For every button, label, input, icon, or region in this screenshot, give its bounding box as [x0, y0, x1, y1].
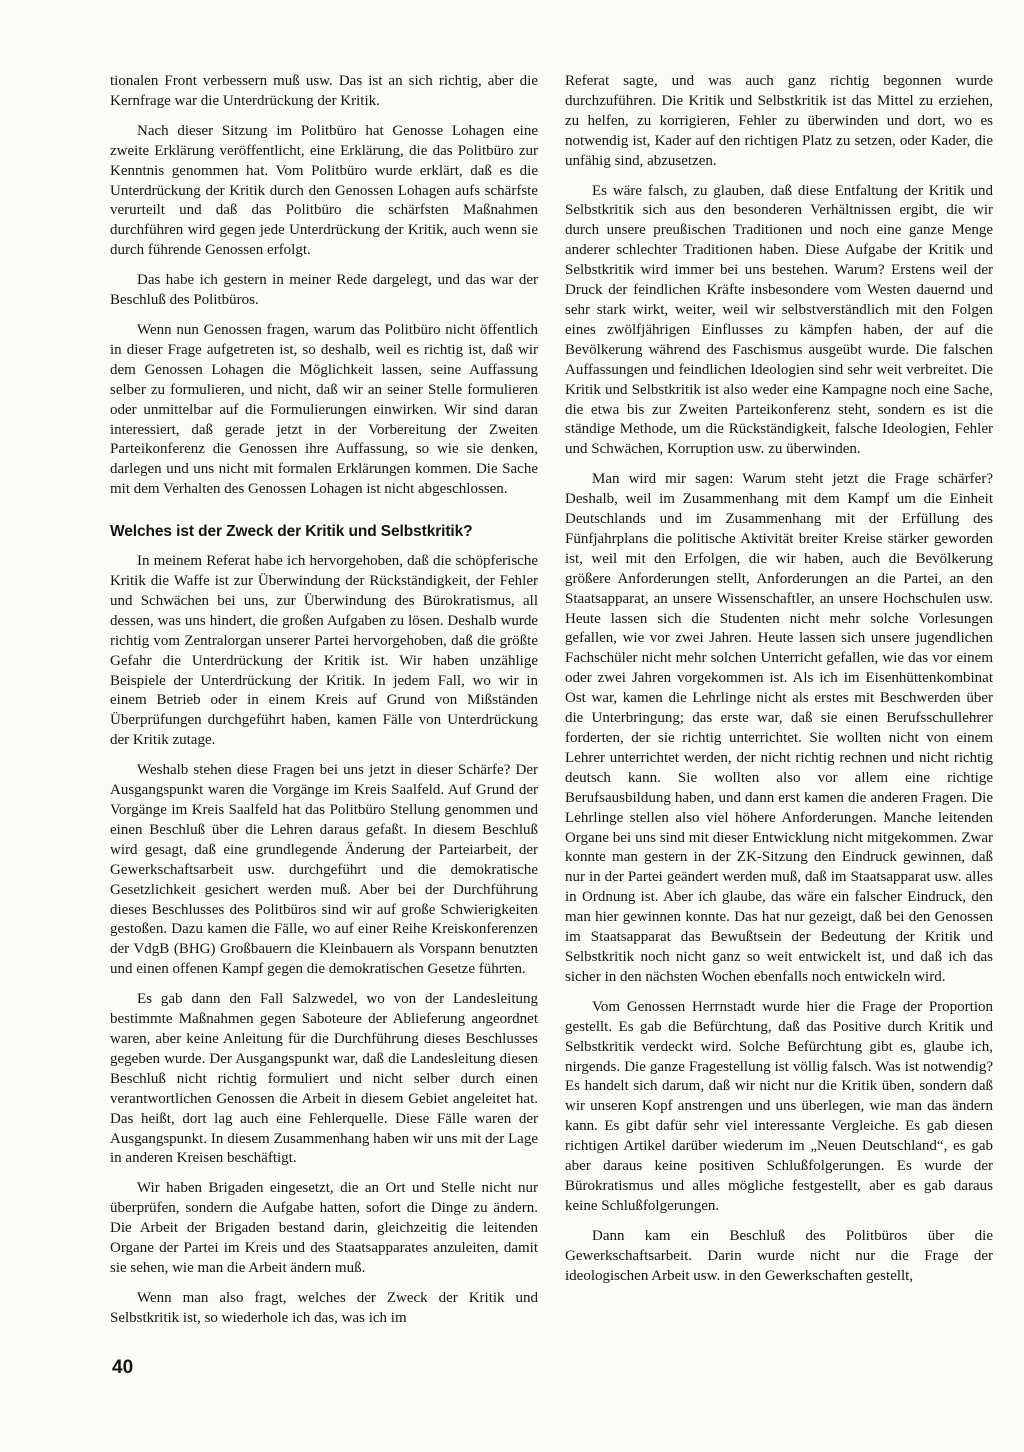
paragraph: Wenn nun Genossen fragen, warum das Politbüro nicht öffentlich in dieser Frage aufgetreten ist, so deshalb, weil es richtig ist, daß wir dem Genossen Lohagen die Möglichkeit lassen, seine Auffassung selber zu formulieren, und nicht, daß wir an seiner Stelle formulieren oder unmittelbar auf die Formulierungen einwirken. Wir sind daran interessiert, daß gerade jetzt in der Vorbereitung der Zweiten Parteikonferenz die Genossen ihre Auffassung, so wie sie denken, darlegen und uns nicht mit formalen Erklärungen kommen. Die Sache mit dem Verhalten des Genossen Lohagen ist nicht abgeschlossen.	[110, 321, 538, 498]
paragraph: Das habe ich gestern in meiner Rede dargelegt, und das war der Beschluß des Politbüros.	[110, 272, 538, 309]
right-column	[565, 72, 993, 1296]
paragraph: In meinem Referat habe ich hervorgehoben, daß die schöpferische Kritik die Waffe ist zur Überwindung der Rückständigkeit, der Fehler und Schwächen bei uns, zur Überwindung des Bürokratismus, all dessen, was uns hindert, die großen Aufgaben zu lösen. Deshalb wurde richtig vom Zentralorgan unserer Partei hervorgehoben, daß die größte Gefahr die Unterdrückung der Kritik ist. Wir haben unzählige Beispiele der Unterdrückung der Kritik. In jedem Fall, wo wir in einem Betrieb oder in einem Kreis auf Grund von Mißständen Überprüfungen durchgeführt haben, kamen Fälle von Unterdrückung der Kritik zutage.	[110, 553, 538, 749]
paragraph: Man wird mir sagen: Warum steht jetzt die Frage schärfer? Deshalb, weil im Zusammenhang mit dem Kampf um die Einheit Deutschlands und im Zusammenhang mit der Erfüllung des Fünfjahrplans die politische Aktivität breiter Kreise stärker geworden ist, weil mit den Erfolgen, die wir haben, auch die Bevölkerung größere Anforderungen stellt, Anforderungen an die Partei, an den Staatsapparat, an unsere Wissenschaftler, an unsere Hochschulen usw. Heute lassen sich die Studenten nicht mehr solche Vorlesungen gefallen, wie vor zwei Jahren. Heute lassen sich unsere jugendlichen Fachschüler nicht mehr solchen Unterricht gefallen, wie das vor einem oder zwei Jahren vorgekommen ist. Als ich im Eisenhüttenkombinat Ost war, kamen die Lehrlinge nicht als erstes mit Beschwerden über die Unterbringung; das erste war, daß sie einen Berufsschullehrer forderten, der sie richtig unterrichtet. Sie wollten nicht von einem Lehrer unterrichtet werden, der nicht richtig rechnen und nicht richtig deutsch kann. Sie wollten also vor allem eine richtige Berufsausbildung haben, und dann erst kamen die anderen Fragen. Die Lehrlinge stellen also viel höhere Anforderungen. Manche leitenden Organe bei uns sind mit dieser Entwicklung nicht mitgekommen. Zwar konnte man gestern in der ZK-Sitzung den Eindruck gewinnen, daß nur in der Partei geändert werden muß, daß im Staatsapparat usw. alles in Ordnung ist. Aber ich glaube, das wäre ein falscher Eindruck, den man hier gewinnen konnte. Das hat nur gezeigt, daß bei den Genossen im Staatsapparat das Bewußtsein der Bedeutung der Kritik und Selbstkritik noch nicht ganz so weit entwickelt ist, und daß ich das sicher in den nächsten Wochen ebenfalls noch entwickeln wird.	[565, 471, 993, 985]
section-heading: Welches ist der Zweck der Kritik und Selbstkritik?	[110, 523, 473, 541]
paragraph: Es gab dann den Fall Salzwedel, wo von der Landesleitung bestimmte Maßnahmen gegen Saboteure der Ablieferung angeordnet waren, aber keine Anleitung für die Durchführung dieses Beschlusses gegeben wurde. Der Ausgangspunkt war, daß die Landesleitung diesen Beschluß nicht richtig formuliert und nicht selber durch einen verantwortlichen Genossen die Arbeit in diesem Gebiet angeleitet hat. Das heißt, dort lag auch eine Fehlerquelle. Diese Fälle waren der Ausgangspunkt. In diesem Zusammenhang haben wir uns mit der Lage in anderen Kreisen beschäftigt.	[110, 991, 538, 1167]
paragraph: Dann kam ein Beschluß des Politbüros über die Gewerkschaftsarbeit. Darin wurde nicht nur die Frage der ideologischen Arbeit usw. in den Gewerkschaften gestellt,	[565, 1227, 993, 1284]
paragraph: Weshalb stehen diese Fragen bei uns jetzt in dieser Schärfe? Der Ausgangspunkt waren die Vorgänge im Kreis Saalfeld. Auf Grund der Vorgänge im Kreis Saalfeld hat das Politbüro Stellung genommen und einen Beschluß über die Lehren daraus gefaßt. In diesem Beschluß wird gesagt, daß eine grundlegende Änderung der Parteiarbeit, der Gewerkschaftsarbeit usw. durchgeführt und die demokratische Gesetzlichkeit gesichert werden muß. Aber bei der Durchführung dieses Beschlusses des Politbüros sind wir auf große Schwierigkeiten gestoßen. Dazu kamen die Fälle, wo auf einer Reihe Kreiskonferenzen der VdgB (BHG) Großbauern die Kleinbauern als Vorspann benutzten und einen offenen Kampf gegen die demokratischen Gesetze führten.	[110, 762, 538, 978]
paragraph: tionalen Front verbessern muß usw. Das ist an sich richtig, aber die Kernfrage war die Unterdrückung der Kritik.	[110, 73, 538, 109]
page-number: 40	[112, 1357, 134, 1378]
paragraph: Wenn man also fragt, welches der Zweck der Kritik und Selbstkritik ist, so wiederhole ich das, was ich im	[110, 1289, 538, 1326]
paragraph: Wir haben Brigaden eingesetzt, die an Ort und Stelle nicht nur überprüfen, sondern die Aufgabe hatten, sofort die Dinge zu ändern. Die Arbeit der Brigaden bestand darin, gleichzeitig die leitenden Organe der Partei im Kreis und des Staatsapparates anzuleiten, damit sie sehen, wie man die Arbeit ändern muß.	[110, 1180, 538, 1276]
paragraph: Vom Genossen Herrnstadt wurde hier die Frage der Proportion gestellt. Es gab die Befürchtung, daß das Positive durch Kritik und Selbstkritik verdeckt wird. Solche Befürchtung gibt es, glaube ich, nirgends. Die ganze Fragestellung ist völlig falsch. Was ist notwendig? Es handelt sich darum, daß wir nicht nur die Kritik üben, sondern daß wir unseren Kopf anstrengen und uns überlegen, wie man das ändern kann. Es gibt dafür sehr viel interessante Vergleiche. Es gab diesen richtigen Artikel darüber wiederum im „Neuen Deutschland“, es gab aber daraus keine positiven Schlußfolgerungen. Es wurde der Bürokratismus und alles mögliche festgestellt, aber es gab daraus keine Schlußfolgerungen.	[565, 998, 993, 1214]
paragraph: Nach dieser Sitzung im Politbüro hat Genosse Lohagen eine zweite Erklärung veröffentlicht, eine Erklärung, die das Politbüro zur Kenntnis genommen hat. Vom Politbüro wurde erklärt, daß es die Unterdrückung der Kritik durch den Genossen Lohagen aufs schärfste verurteilt und daß das Politbüro die schärfsten Maßnahmen durchführen wird gegen jede Unterdrückung der Kritik, auch wenn sie durch führende Genossen erfolgt.	[110, 122, 538, 259]
paragraph: Referat sagte, und was auch ganz richtig begonnen wurde durchzuführen. Die Kritik und Selbstkritik ist das Mittel zu erziehen, zu helfen, zu korrigieren, Fehler zu überwinden und dort, wo es notwendig ist, Kader auf den richtigen Platz zu setzen, oder Kader, die unfähig sind, abzusetzen.	[565, 73, 993, 169]
paragraph: Es wäre falsch, zu glauben, daß diese Entfaltung der Kritik und Selbstkritik sich aus den besonderen Verhältnissen ergibt, die wir durch unsere preußischen Traditionen und noch eine ganze Menge anderer schlechter Traditionen haben. Diese Aufgabe der Kritik und Selbstkritik wird immer bei uns bestehen. Warum? Erstens weil der Druck der feindlichen Kräfte insbesondere vom Westen dauernd und sehr stark wirkt, weiter, weil wir selbstverständlich mit den Folgen eines zwölfjährigen Einflusses zu kämpfen haben, der auf die Bevölkerung während des Faschismus ausgeübt wurde. Die falschen Auffassungen und feindlichen Ideologien sind sehr weit verbreitet. Die Kritik und Selbstkritik ist also weder eine Kampagne noch eine Sache, die etwa bis zur Zweiten Parteikonferenz steht, sondern es ist die ständige Methode, um die Rückständigkeit, falsche Ideologien, Fehler und Schwächen, Korruption usw. zu überwinden.	[565, 182, 993, 458]
left-column	[110, 72, 538, 1339]
